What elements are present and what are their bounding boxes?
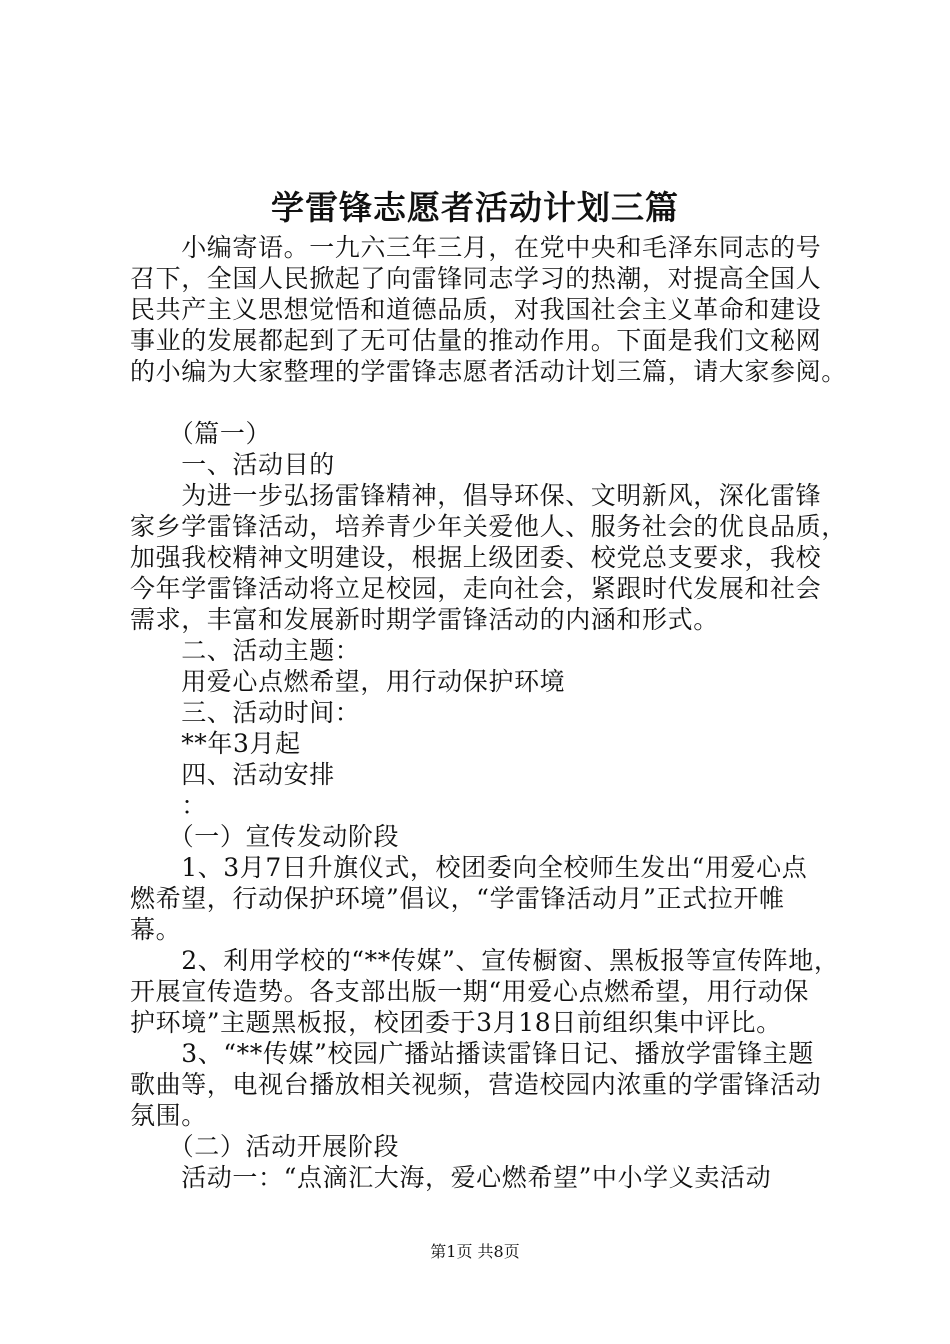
text-line: 用爱心点燃希望，用行动保护环境 <box>130 667 566 696</box>
text-line: 召下，全国人民掀起了向雷锋同志学习的热潮，对提高全国人 <box>130 264 822 293</box>
text-line: 护环境”主题黑板报，校团委于3月18日前组织集中评比。 <box>130 1008 782 1037</box>
text-line: 需求，丰富和发展新时期学雷锋活动的内涵和形式。 <box>130 605 719 634</box>
text-line: 歌曲等，电视台播放相关视频，营造校园内浓重的学雷锋活动 <box>130 1070 822 1099</box>
text-line: 开展宣传造势。各支部出版一期“用爱心点燃希望，用行动保 <box>130 977 809 1006</box>
text-line: 事业的发展都起到了无可估量的推动作用。下面是我们文秘网 <box>130 326 822 355</box>
text-line: 为进一步弘扬雷锋精神，倡导环保、文明新风，深化雷锋 <box>130 481 822 510</box>
text-line: 三、活动时间： <box>130 698 361 727</box>
text-line: 1、3月7日升旗仪式，校团委向全校师生发出“用爱心点 <box>130 853 808 882</box>
document-title: 学雷锋志愿者活动计划三篇 <box>271 188 679 227</box>
text-line: 小编寄语。一九六三年三月，在党中央和毛泽东同志的号 <box>130 233 822 262</box>
text-line: 一、活动目的 <box>130 450 335 479</box>
text-line: 的小编为大家整理的学雷锋志愿者活动计划三篇，请大家参阅。 <box>130 357 847 386</box>
text-line: 3、“**传媒”校园广播站播读雷锋日记、播放学雷锋主题 <box>130 1039 814 1068</box>
blank-line <box>130 387 830 418</box>
text-line: 燃希望，行动保护环境”倡议，“学雷锋活动月”正式拉开帷 <box>130 884 785 913</box>
text-line: （篇一） <box>130 419 272 448</box>
text-line: 加强我校精神文明建设，根据上级团委、校党总支要求，我校 <box>130 543 822 572</box>
text-line: 幕。 <box>130 915 182 944</box>
text-line: ： <box>130 791 207 820</box>
page-footer: 第1页 共8页 <box>430 1242 520 1261</box>
text-line: （一）宣传发动阶段 <box>130 822 400 851</box>
text-line: 氛围。 <box>130 1101 207 1130</box>
text-line: 今年学雷锋活动将立足校园，走向社会，紧跟时代发展和社会 <box>130 574 822 603</box>
text-line: 家乡学雷锋活动，培养青少年关爱他人、服务社会的优良品质， <box>130 512 847 541</box>
text-line: 活动一：“点滴汇大海，爱心燃希望”中小学义卖活动 <box>130 1163 772 1192</box>
text-line: （二）活动开展阶段 <box>130 1132 400 1161</box>
document-body <box>130 232 847 1193</box>
text-line: 二、活动主题： <box>130 636 361 665</box>
text-line: **年3月起 <box>130 729 301 758</box>
text-line: 2、利用学校的“**传媒”、宣传橱窗、黑板报等宣传阵地， <box>130 946 840 975</box>
text-line: 四、活动安排 <box>130 760 335 789</box>
text-line: 民共产主义思想觉悟和道德品质，对我国社会主义革命和建设 <box>130 295 822 324</box>
